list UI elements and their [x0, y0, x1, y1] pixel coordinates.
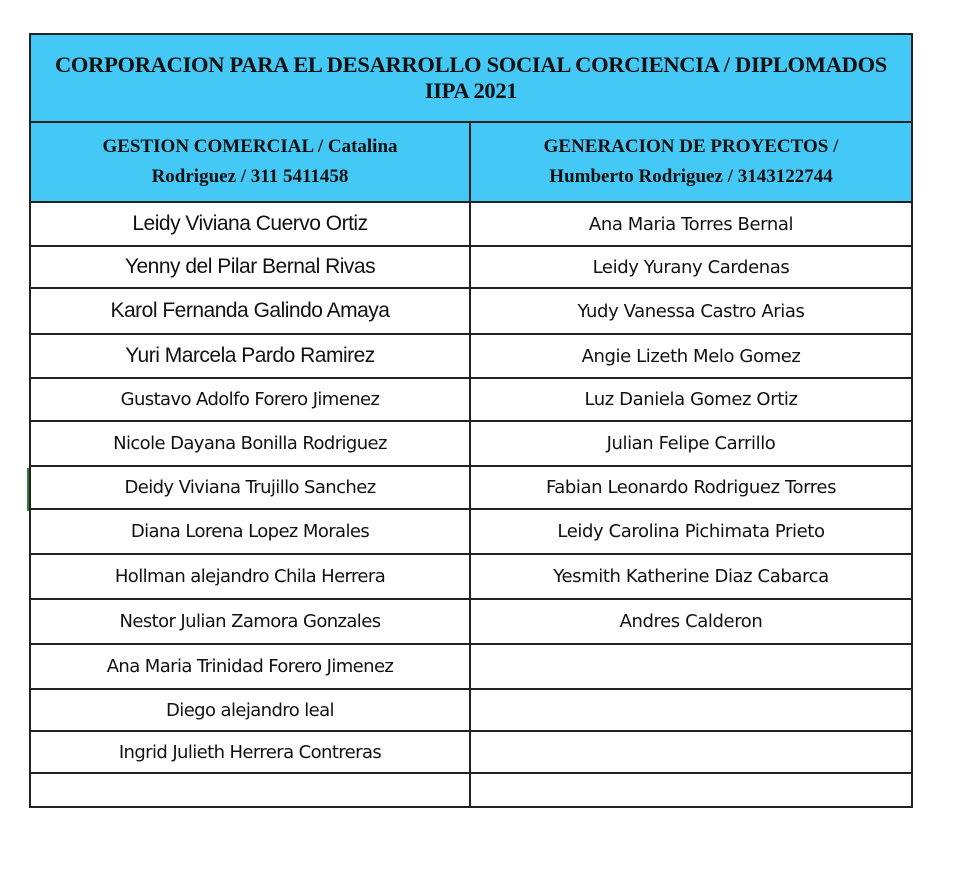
- right-name-cell[interactable]: Leidy Yurany Cardenas: [470, 246, 912, 288]
- left-name-cell[interactable]: Diana Lorena Lopez Morales: [30, 509, 470, 554]
- right-empty-cell[interactable]: [470, 773, 912, 807]
- left-name-cell[interactable]: Ana Maria Trinidad Forero Jimenez: [30, 644, 470, 689]
- right-name-cell[interactable]: [470, 689, 912, 731]
- header-left-line-1: GESTION COMERCIAL / Catalina: [102, 136, 398, 157]
- table-row: [30, 554, 912, 599]
- table-row: [30, 509, 912, 554]
- right-name-cell[interactable]: Angie Lizeth Melo Gomez: [470, 334, 912, 378]
- right-name-cell[interactable]: Leidy Carolina Pichimata Prieto: [470, 509, 912, 554]
- right-name-cell[interactable]: Andres Calderon: [470, 599, 912, 644]
- table-row: [30, 421, 912, 466]
- header-row: [30, 122, 912, 202]
- left-name-cell[interactable]: Nestor Julian Zamora Gonzales: [30, 599, 470, 644]
- table-row: [30, 334, 912, 378]
- left-name-cell[interactable]: Yuri Marcela Pardo Ramirez: [30, 334, 470, 378]
- header-generacion-proyectos[interactable]: [470, 122, 912, 202]
- left-name-cell[interactable]: Gustavo Adolfo Forero Jimenez: [30, 378, 470, 421]
- title-cell[interactable]: [30, 34, 912, 122]
- table-row: [30, 644, 912, 689]
- right-name-cell[interactable]: Yudy Vanessa Castro Arias: [470, 288, 912, 334]
- header-right-line-2: Humberto Rodriguez / 3143122744: [549, 166, 833, 187]
- header-gestion-comercial[interactable]: [30, 122, 470, 202]
- right-name-cell[interactable]: Fabian Leonardo Rodriguez Torres: [470, 466, 912, 509]
- right-name-cell[interactable]: [470, 644, 912, 689]
- right-name-cell[interactable]: Julian Felipe Carrillo: [470, 421, 912, 466]
- right-name-cell[interactable]: [470, 731, 912, 773]
- table-row: [30, 202, 912, 246]
- left-name-cell[interactable]: Nicole Dayana Bonilla Rodriguez: [30, 421, 470, 466]
- left-name-cell[interactable]: Deidy Viviana Trujillo Sanchez: [30, 466, 470, 509]
- empty-row: [30, 773, 912, 807]
- left-name-cell[interactable]: Yenny del Pilar Bernal Rivas: [30, 246, 470, 288]
- table-row: [30, 246, 912, 288]
- title-row: [30, 34, 912, 122]
- header-right-line-1: GENERACION DE PROYECTOS /: [543, 136, 839, 157]
- header-left-line-2: Rodriguez / 311 5411458: [151, 166, 349, 187]
- participants-table: [29, 33, 913, 808]
- left-empty-cell[interactable]: [30, 773, 470, 807]
- table-row: [30, 378, 912, 421]
- right-name-cell[interactable]: Luz Daniela Gomez Ortiz: [470, 378, 912, 421]
- title-line-1: CORPORACION PARA EL DESARROLLO SOCIAL CORCIENCIA / DIPLOMADOS: [54, 52, 888, 77]
- right-name-cell[interactable]: Ana Maria Torres Bernal: [470, 202, 912, 246]
- title-line-2: IIPA 2021: [424, 78, 518, 103]
- table-row: [30, 466, 912, 509]
- left-name-cell[interactable]: Karol Fernanda Galindo Amaya: [30, 288, 470, 334]
- left-name-cell[interactable]: Hollman alejandro Chila Herrera: [30, 554, 470, 599]
- left-name-cell[interactable]: Leidy Viviana Cuervo Ortiz: [30, 202, 470, 246]
- table-row: [30, 689, 912, 731]
- table-row: [30, 288, 912, 334]
- right-name-cell[interactable]: Yesmith Katherine Diaz Cabarca: [470, 554, 912, 599]
- left-name-cell[interactable]: Diego alejandro leal: [30, 689, 470, 731]
- table-row: [30, 731, 912, 773]
- left-name-cell[interactable]: Ingrid Julieth Herrera Contreras: [30, 731, 470, 773]
- table-row: [30, 599, 912, 644]
